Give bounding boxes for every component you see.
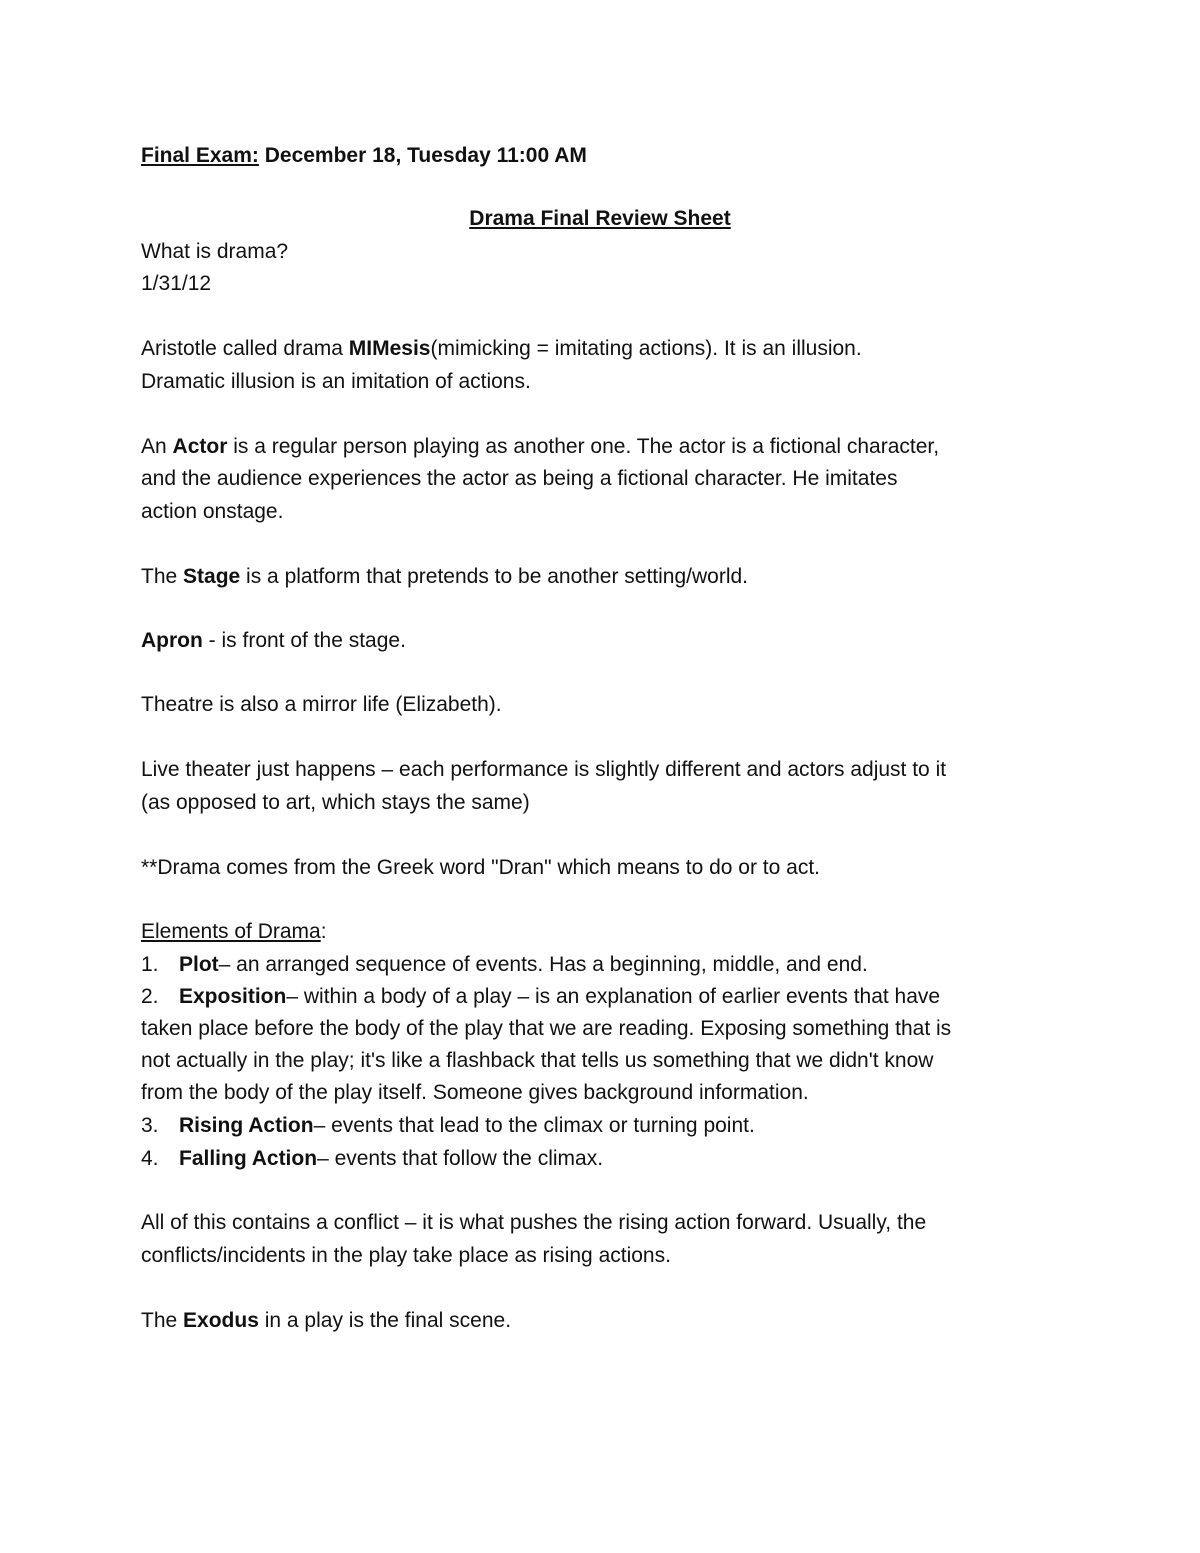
actor-line-2: and the audience experiences the actor as being a fictional character. He imitates xyxy=(141,467,898,490)
list-item xyxy=(141,949,868,982)
exodus-term: Exodus xyxy=(183,1309,259,1332)
dran-note: **Drama comes from the Greek word "Dran" which means to do or to act. xyxy=(141,856,821,879)
live-theater-line-2: (as opposed to art, which stays the same) xyxy=(141,791,530,814)
final-exam-line xyxy=(141,140,587,173)
apron-line xyxy=(141,625,406,658)
apron-post: - is front of the stage. xyxy=(202,629,406,652)
theatre-mirror-line: Theatre is also a mirror life (Elizabeth). xyxy=(141,693,502,716)
live-theater-line-1: Live theater just happens – each performance is slightly different and actors adjust to it xyxy=(141,758,947,781)
stage-post: is a platform that pretends to be another setting/world. xyxy=(240,565,749,588)
list-item-continuation: not actually in the play; it's like a flashback that tells us something that we didn't know xyxy=(141,1049,934,1072)
mimesis-line-2: Dramatic illusion is an imitation of actions. xyxy=(141,370,531,393)
actor-pre: An xyxy=(141,435,173,458)
intro-date: 1/31/12 xyxy=(141,272,212,295)
list-item-continuation: taken place before the body of the play that we are reading. Exposing something that is xyxy=(141,1017,952,1040)
list-item-number: 3. xyxy=(141,1114,159,1137)
list-item-text: – events that lead to the climax or turning point. xyxy=(313,1114,755,1137)
actor-line-1 xyxy=(141,431,939,464)
actor-term: Actor xyxy=(172,435,228,458)
stage-pre: The xyxy=(141,565,184,588)
list-item-term: Falling Action xyxy=(179,1147,318,1170)
list-item-term: Plot xyxy=(179,953,219,976)
conflict-line-1: All of this contains a conflict – it is what pushes the rising action forward. Usually, the xyxy=(141,1211,927,1234)
exodus-post: in a play is the final scene. xyxy=(258,1309,512,1332)
list-item-number: 2. xyxy=(141,985,159,1008)
exodus-pre: The xyxy=(141,1309,184,1332)
list-item xyxy=(141,1143,603,1176)
mimesis-pre: Aristotle called drama xyxy=(141,337,349,360)
mimesis-line-1 xyxy=(141,333,862,366)
stage-line xyxy=(141,561,748,594)
exodus-line xyxy=(141,1305,511,1338)
list-item xyxy=(141,981,940,1014)
actor-post: is a regular person playing as another one. The actor is a fictional character, xyxy=(227,435,940,458)
mimesis-post: (mimicking = imitating actions). It is an illusion. xyxy=(430,337,862,360)
stage-term: Stage xyxy=(183,565,241,588)
list-item-text: – an arranged sequence of events. Has a beginning, middle, and end. xyxy=(218,953,868,976)
apron-term: Apron xyxy=(141,629,203,652)
list-item-number: 4. xyxy=(141,1147,159,1170)
elements-heading: Elements of Drama xyxy=(141,920,321,943)
list-item-term: Rising Action xyxy=(179,1114,314,1137)
mimesis-term: MIMesis xyxy=(348,337,431,360)
actor-line-3: action onstage. xyxy=(141,500,284,523)
list-item-text: – within a body of a play – is an explanation of earlier events that have xyxy=(286,985,941,1008)
final-exam-label: Final Exam: xyxy=(141,144,259,167)
final-exam-value: December 18, Tuesday 11:00 AM xyxy=(264,144,587,167)
list-item-continuation: from the body of the play itself. Someone gives background information. xyxy=(141,1081,809,1104)
document-title: Drama Final Review Sheet xyxy=(469,207,731,230)
elements-heading-colon: : xyxy=(320,920,327,943)
elements-heading-line xyxy=(141,916,327,949)
list-item-term: Exposition xyxy=(179,985,287,1008)
intro-question: What is drama? xyxy=(141,240,289,263)
list-item-text: – events that follow the climax. xyxy=(317,1147,604,1170)
list-item xyxy=(141,1110,755,1143)
conflict-line-2: conflicts/incidents in the play take place as rising actions. xyxy=(141,1244,671,1267)
list-item-number: 1. xyxy=(141,953,159,976)
